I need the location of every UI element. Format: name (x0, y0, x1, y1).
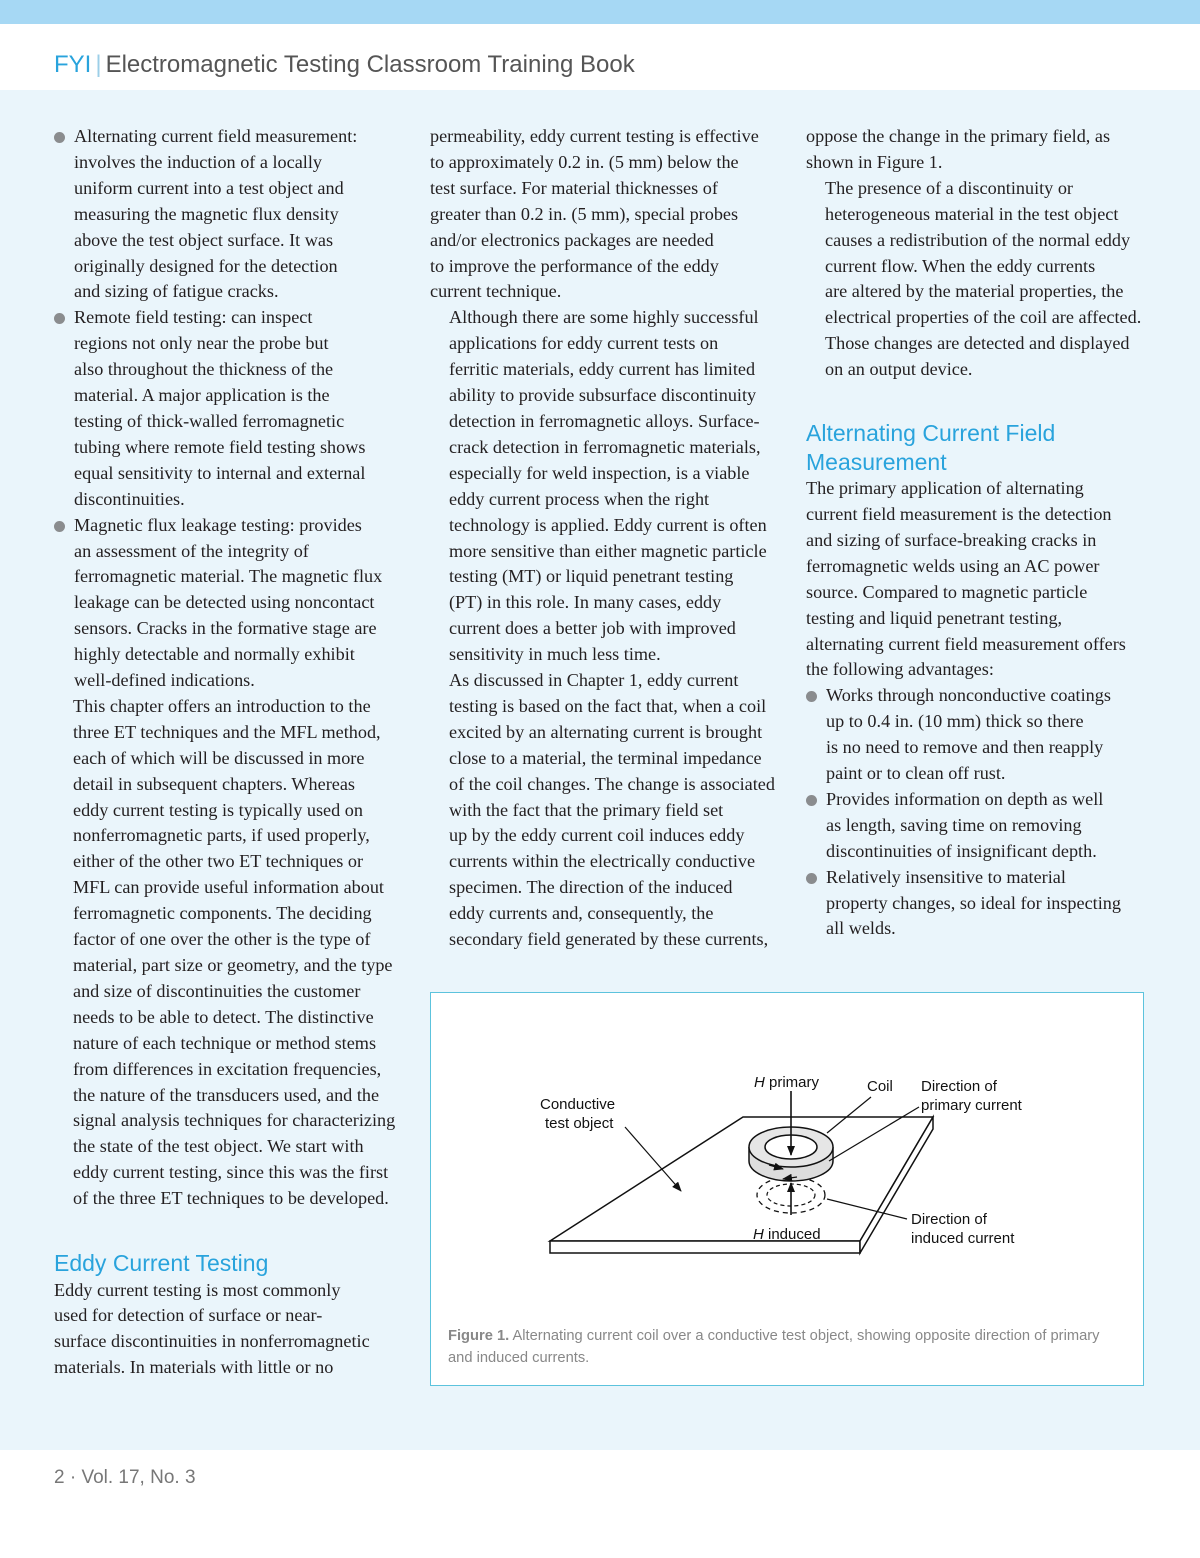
text-line: originally designed for the detection (74, 255, 338, 276)
text-line: alternating current field measurement offers (806, 633, 1126, 654)
text-line: with the fact that the primary field set (449, 799, 724, 820)
text-line: test surface. For material thicknesses of (430, 177, 718, 198)
heading-eddy-current-testing: Eddy Current Testing (54, 1250, 269, 1277)
text-line: also throughout the thickness of the (74, 359, 334, 380)
text-line: material, part size or geometry, and the type (73, 955, 393, 975)
text-line: on an output device. (825, 359, 973, 380)
text-line: to improve the performance of the eddy (430, 255, 719, 276)
text-line: secondary field generated by these currents, (449, 929, 769, 950)
text-line: testing (MT) or liquid penetrant testing (449, 566, 734, 587)
text-line: uniform current into a test object and (74, 177, 344, 198)
text-line: Remote field testing: can inspect (74, 307, 313, 328)
caption-label: Figure 1. (448, 1328, 510, 1344)
bullet-dot (806, 795, 817, 806)
text-line: electrical properties of the coil are affected. (825, 307, 1142, 328)
label-direction-primary-2: primary current (921, 1097, 1022, 1114)
text-line: ability to provide subsurface discontinuity (449, 385, 757, 406)
text-line: sensitivity in much less time. (449, 644, 661, 665)
top-color-band (0, 0, 1200, 24)
figure-1 (430, 992, 1144, 1386)
text-line: property changes, so ideal for inspecting (826, 892, 1121, 913)
text-line: of the three ET techniques to be developed. (73, 1188, 389, 1209)
text-line: crack detection in ferromagnetic materials, (449, 436, 761, 457)
text-line: used for detection of surface or near- (54, 1305, 323, 1326)
label-direction-induced-2: induced current (911, 1230, 1015, 1247)
text-line: factor of one over the other is the type of (73, 929, 371, 950)
intro-paragraph (54, 694, 399, 1212)
text-line: shown in Figure 1. (806, 151, 943, 172)
text-line: of the coil changes. The change is associated (449, 773, 775, 794)
text-line: specimen. The direction of the induced (449, 877, 733, 898)
coil-diagram (431, 993, 1145, 1313)
text-line: testing and liquid penetrant testing, (806, 607, 1063, 628)
text-line: tubing where remote field testing shows (74, 436, 366, 457)
text-line: all welds. (826, 918, 896, 939)
text-line: This chapter offers an introduction to the (73, 695, 371, 716)
text-line: detection in ferromagnetic alloys. Surface- (449, 410, 760, 431)
text-line: surface discontinuities in nonferromagnetic (54, 1331, 370, 1352)
text-line: as length, saving time on removing (826, 814, 1082, 835)
bullet-dot (54, 132, 65, 143)
label-conductive: Conductive (540, 1096, 616, 1113)
text-line: current flow. When the eddy currents (825, 255, 1096, 276)
text-line: nonferromagnetic parts, if used properly, (73, 825, 370, 846)
text-line: ferromagnetic welds using an AC power (806, 555, 1100, 576)
page-footer (0, 1450, 1200, 1558)
text-line: Provides information on depth as well (826, 788, 1104, 809)
heading-acfm-line-1: Alternating Current Field (806, 420, 1056, 447)
text-line: Works through nonconductive coatings (826, 685, 1111, 706)
bullet-dot (806, 691, 817, 702)
label-direction-induced-1: Direction of (911, 1211, 987, 1228)
text-line: and/or electronics packages are needed (430, 229, 714, 250)
text-line: eddy current testing, since this was the first (73, 1162, 389, 1183)
text-line: Magnetic flux leakage testing: provides (74, 514, 362, 535)
book-title: Electromagnetic Testing Classroom Training Book (105, 51, 635, 78)
bullet-mfl (54, 513, 399, 694)
label-h-induced: H induced (753, 1226, 821, 1243)
text-line: Eddy current testing is most commonly (54, 1279, 341, 1300)
text-line: applications for eddy current tests on (449, 333, 719, 354)
text-line: materials. In materials with little or no (54, 1357, 334, 1378)
fyi-label: FYI (54, 51, 92, 78)
text-line: signal analysis techniques for characterizing (73, 1110, 396, 1131)
text-line: eddy currents and, consequently, the (449, 903, 714, 924)
text-line: The primary application of alternating (806, 478, 1084, 499)
text-line: material. A major application is the (74, 385, 330, 406)
text-line: testing of thick-walled ferromagnetic (74, 410, 345, 431)
text-line: the nature of the transducers used, and the (73, 1084, 380, 1105)
text-line: either of the other two ET techniques or (73, 851, 364, 872)
text-line: well-defined indications. (74, 670, 255, 691)
text-line: technology is applied. Eddy current is often (449, 514, 767, 535)
text-line: Alternating current field measurement: (74, 126, 358, 146)
text-line: ferromagnetic material. The magnetic flux (74, 566, 383, 587)
text-line: oppose the change in the primary field, as (806, 126, 1111, 146)
text-line: currents within the electrically conductive (449, 851, 756, 872)
text-line: source. Compared to magnetic particle (806, 581, 1088, 602)
text-line: MFL can provide useful information about (73, 877, 384, 898)
text-line: greater than 0.2 in. (5 mm), special probes (430, 203, 739, 224)
text-line: up to 0.4 in. (10 mm) thick so there (826, 711, 1084, 732)
caption-text: Alternating current coil over a conductive test object, showing opposite direction of primary and induced currents. (448, 1328, 1100, 1366)
text-line: The presence of a discontinuity or (825, 177, 1073, 198)
text-line: Those changes are detected and displayed (825, 333, 1130, 354)
text-line: current field measurement is the detection (806, 503, 1112, 524)
text-line: ferritic materials, eddy current has limited (449, 359, 756, 380)
text-line: more sensitive than either magnetic particle (449, 540, 767, 561)
oppose-paragraph (806, 124, 1151, 176)
column-1 (54, 124, 399, 1381)
text-line: detail in subsequent chapters. Whereas (73, 773, 355, 794)
text-line: and size of discontinuities the customer (73, 980, 361, 1001)
label-test-object: test object (545, 1115, 614, 1132)
text-line: to approximately 0.2 in. (5 mm) below the (430, 151, 739, 172)
text-line: excited by an alternating current is brought (449, 721, 763, 742)
label-direction-primary-1: Direction of (921, 1078, 997, 1095)
text-line: especially for weld inspection, is a viable (449, 462, 750, 483)
text-line: discontinuities of insignificant depth. (826, 840, 1097, 861)
text-line: and sizing of surface-breaking cracks in (806, 529, 1097, 550)
text-line: Although there are some highly successful (449, 307, 759, 328)
text-line: eddy current process when the right (449, 488, 710, 509)
label-h-primary: H primary (754, 1074, 820, 1091)
text-line: heterogeneous material in the test object (825, 203, 1119, 224)
acfm-paragraph (806, 476, 1151, 683)
text-line: permeability, eddy current testing is effective (430, 126, 759, 146)
heading-acfm-line-2: Measurement (806, 448, 947, 475)
text-line: current does a better job with improved (449, 618, 736, 639)
bullet-dot (54, 521, 65, 532)
bullet-acfm (54, 124, 399, 305)
text-line: discontinuities. (74, 488, 185, 509)
column-2 (430, 124, 775, 953)
text-line: above the test object surface. It was (74, 229, 334, 250)
ferritic-paragraph (430, 305, 775, 668)
running-header (54, 51, 635, 79)
text-line: Relatively insensitive to material (826, 866, 1066, 887)
text-line: from differences in excitation frequencies, (73, 1058, 382, 1079)
text-line: ferromagnetic components. The deciding (73, 903, 372, 924)
text-line: As discussed in Chapter 1, eddy current (449, 670, 739, 691)
text-line: highly detectable and normally exhibit (74, 644, 355, 665)
chapter1-paragraph (430, 668, 775, 953)
text-line: current technique. (430, 281, 562, 302)
column-3 (806, 124, 1151, 942)
text-line: the state of the test object. We start with (73, 1136, 364, 1157)
text-line: needs to be able to detect. The distinctive (73, 1006, 374, 1027)
text-line: three ET techniques and the MFL method, (73, 721, 381, 742)
text-line: equal sensitivity to internal and external (74, 462, 366, 483)
text-line: leakage can be detected using noncontact (74, 592, 375, 613)
text-line: testing is based on the fact that, when a coil (449, 695, 767, 716)
figure-caption (448, 1325, 1128, 1369)
permeability-paragraph (430, 124, 775, 305)
eddy-current-paragraph (54, 1278, 399, 1382)
text-line: an assessment of the integrity of (74, 540, 309, 561)
text-line: regions not only near the probe but (74, 333, 329, 354)
text-line: close to a material, the terminal impedance (449, 747, 762, 768)
header-separator: | (95, 51, 102, 78)
text-line: the following advantages: (806, 659, 994, 680)
bullet-remote-field (54, 305, 399, 512)
text-line: and sizing of fatigue cracks. (74, 281, 279, 302)
text-line: causes a redistribution of the normal eddy (825, 229, 1131, 250)
bullet-insensitive (806, 865, 1151, 943)
page-header (0, 24, 1200, 90)
text-line: each of which will be discussed in more (73, 747, 365, 768)
text-line: involves the induction of a locally (74, 151, 323, 172)
text-line: sensors. Cracks in the formative stage are (74, 618, 377, 639)
discontinuity-paragraph (806, 176, 1151, 383)
bullet-coatings (806, 683, 1151, 787)
label-coil: Coil (867, 1078, 893, 1095)
text-line: (PT) in this role. In many cases, eddy (449, 592, 722, 613)
test-object-plate (550, 1117, 933, 1253)
page-number: 2 · Vol. 17, No. 3 (54, 1467, 196, 1488)
text-line: eddy current testing is typically used on (73, 799, 363, 820)
text-line: paint or to clean off rust. (826, 763, 1006, 784)
text-line: up by the eddy current coil induces eddy (449, 825, 745, 846)
text-line: are altered by the material properties, the (825, 281, 1124, 302)
bullet-dot (806, 873, 817, 884)
heading-acfm (806, 419, 1151, 476)
bullet-depth (806, 787, 1151, 865)
text-line: measuring the magnetic flux density (74, 203, 339, 224)
bullet-dot (54, 313, 65, 324)
text-line: nature of each technique or method stems (73, 1032, 377, 1053)
text-line: is no need to remove and then reapply (826, 737, 1104, 758)
